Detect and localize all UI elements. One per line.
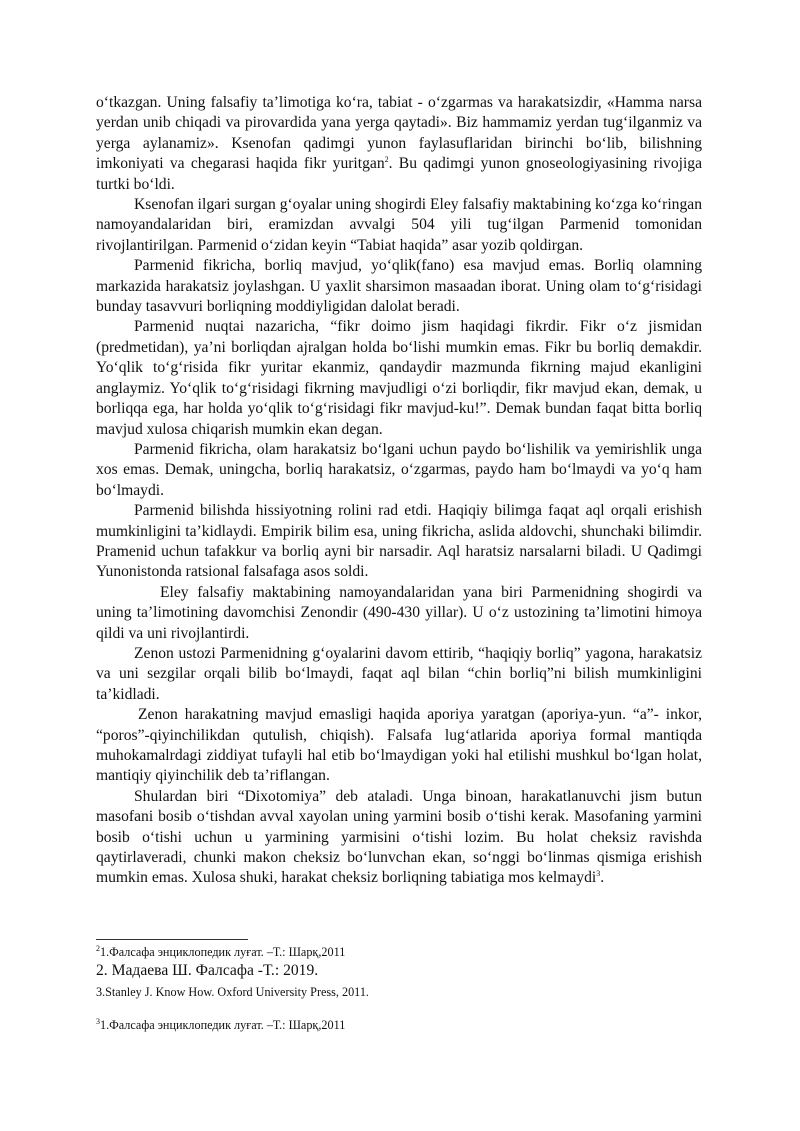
- paragraph-text: Shulardan biri “Dixotomiya” deb ataladi. Unga binoan, harakatlanuvchi jism butun masofani bosib o‘tishdan avval xayolan uning yarmini bosib o‘tishi kerak. Masofaning yarmini bosib o‘tishi uchun u yarmining yarmisini o‘tishi lozim. Bu holat cheksiz ravishda qaytirlaveradi, chunki makon cheksiz bo‘lunvchan ekan, so‘nggi bo‘linmas qismiga erishish mumkin emas. Xulosa shuki, harakat cheksiz borliqning tabiatiga mos kelmaydi: [96, 787, 702, 887]
- paragraph: Zenon ustozi Parmenidning g‘oyalarini davom ettirib, “haqiqiy borliq” yagona, harakatsiz va uni sezgilar orqali bilib bo‘lmaydi, faqat aql bilan “chin borliq”ni bilish mumkinligini ta’kidladi.: [96, 644, 702, 703]
- paragraph: [96, 787, 702, 889]
- paragraph: Parmenid bilishda hissiyotning rolini rad etdi. Haqiqiy bilimga faqat aql orqali erishish mumkinligini ta’kidlaydi. Empirik bilim esa, uning fikricha, aslida aldovchi, shunchaki bilimdir. Pramenid uchun tafakkur va borliq ayni bir narsadir. Aql haratsiz narsalarni biladi. U Qadimgi Yunonistonda ratsional falsafaga asos soldi.: [96, 502, 702, 581]
- footnote-separator: [96, 939, 248, 940]
- paragraph: Parmenid nuqtai nazaricha, “fikr doimo jism haqidagi fikrdir. Fikr o‘z jismidan (predmetidan), ya’ni borliqdan ajralgan holda bo‘lishi mumkin emas. Fikr bu borliq demakdir. Yo‘qlik to‘g‘risida fikr yuritar ekanmiz, qandaydir mazmunda fikrning majud ekanligini anglaymiz. Yo‘qlik to‘g‘risidagi fikrning mavjudligi o‘zi borliqdir, fikr mavjud ekan, demak, u borliqqa ega, har holda yo‘qlik to‘g‘risidagi fikr mavjud-ku!”. Demak bundan faqat bitta borliq mavjud xulosa chiqarish mumkin ekan degan.: [96, 318, 702, 438]
- footnote-text: 1.Фалсафа энциклопедик луғат. –Т.: Шарқ,2011: [100, 1018, 346, 1032]
- footnote: [96, 1018, 345, 1033]
- footnote: [96, 962, 318, 980]
- paragraph-text: . Bu qadimgi yunon gnoseologiyasining rivojiga turtki bo‘ldi.: [96, 155, 702, 193]
- footnote-number: 3: [96, 1016, 100, 1026]
- paragraph: Zenon harakatning mavjud emasligi haqida aporiya yaratgan (aporiya-yun. “a”- inkor, “poros”-qiyinchilikdan qutulish, chiqish). Falsafa lug‘atlarida aporiya formal mantiqda muhokamalrdagi ziddiyat tufayli hal etib bo‘lmaydigan yoki hal etilishi mushkul bo‘lgan holat, mantiqiy qiyinchilik deb ta’riflangan.: [96, 706, 702, 785]
- paragraph-text: .: [600, 869, 605, 887]
- body-text: [96, 93, 702, 889]
- footnote: [96, 985, 369, 1000]
- paragraph: [96, 93, 702, 195]
- paragraph: Parmenid fikricha, olam harakatsiz bo‘lgani uchun paydo bo‘lishilik va yemirishlik unga xos emas. Demak, uningcha, borliq harakatsiz, o‘zgarmas, paydo ham bo‘lmaydi va yo‘q ham bo‘lmaydi.: [96, 440, 702, 499]
- footnote-ref[interactable]: 2: [384, 155, 389, 165]
- footnote-text: 2. Мадаева Ш. Фалсафа -Т.: 2019.: [96, 962, 319, 979]
- footnote: [96, 945, 345, 960]
- paragraph: Ksenofan ilgari surgan g‘oyalar uning shogirdi Eley falsafiy maktabining ko‘zga ko‘ringan namoyandalaridan biri, eramizdan avvalgi 504 yili tug‘ilgan Parmenid tomonidan rivojlantirilgan. Parmenid o‘zidan keyin “Tabiat haqida” asar yozib qoldirgan.: [96, 196, 702, 254]
- footnote-ref[interactable]: 3: [596, 869, 601, 879]
- paragraph: Parmenid fikricha, borliq mavjud, yo‘qlik(fano) esa mavjud emas. Borliq olamning markazida harakatsiz joylashgan. U yaxlit sharsimon masaadan iborat. Uning olam to‘g‘risidagi bunday tasavvuri borliqning moddiyligidan dalolat beradi.: [96, 257, 702, 316]
- paragraph: Eley falsafiy maktabining namoyandalaridan yana biri Parmenidning shogirdi va uning ta’limotining davomchisi Zenondir (490-430 yillar). U o‘z ustozining ta’limotini himoya qildi va uni rivojlantirdi.: [96, 583, 702, 642]
- footnote-text: 3.Stanley J. Know How. Oxford University Press, 2011.: [96, 985, 369, 999]
- footnote-number: 2: [96, 943, 100, 953]
- paragraph-text: o‘tkazgan. Uning falsafiy ta’limotiga ko‘ra, tabiat - o‘zgarmas va harakatsizdir, «Hamma narsa yerdan unib chiqadi va pirovardida yana yerga qaytadi». Biz hammamiz yerdan tug‘ilganmiz va yerga aylanamiz». Ksenofan qadimgi yunon faylasuflaridan birinchi bo‘lib, bilishning imkoniyati va chegarasi haqida fikr yuritgan: [96, 94, 702, 173]
- footnote-text: 1.Фалсафа энциклопедик луғат. –Т.: Шарқ,2011: [100, 945, 346, 959]
